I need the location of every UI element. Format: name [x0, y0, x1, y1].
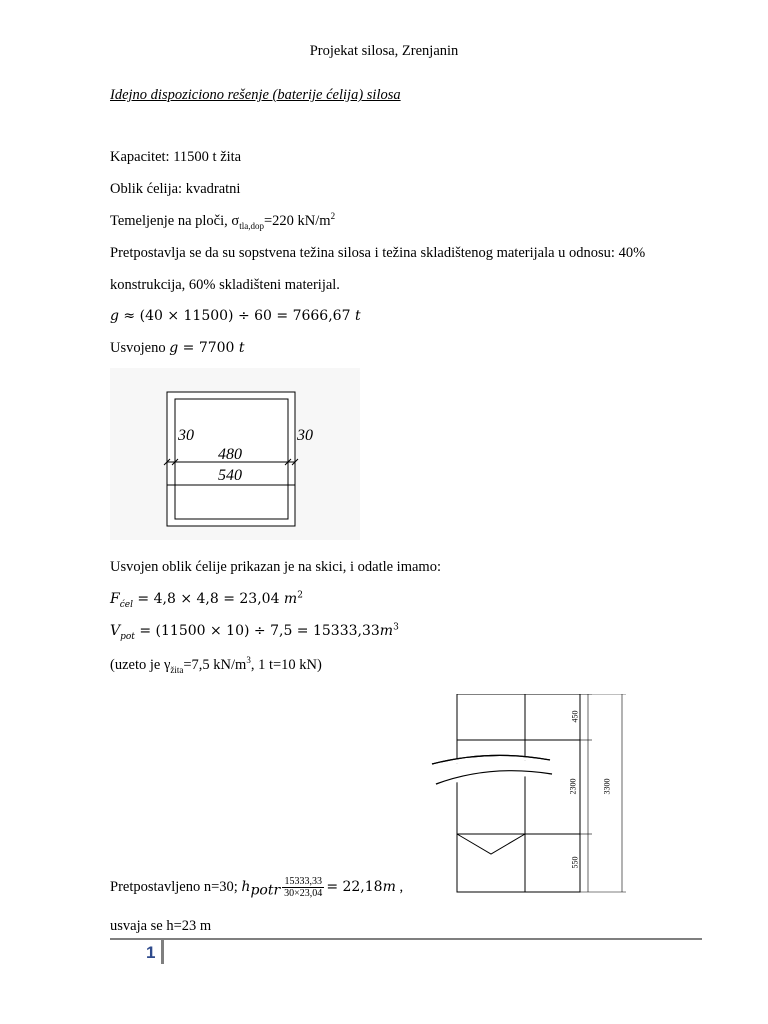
assumed-suffix: , [395, 878, 404, 895]
assumed-var: h [241, 878, 251, 895]
assumption-line-1: Pretpostavlja se da su sopstvena težina silosa i težina skladištenog materijala u odnosu: 40% [110, 245, 646, 261]
cell-sketch [110, 368, 360, 540]
sigma-subscript: tla,dop [239, 220, 264, 231]
gamma-value: =7,5 kN/m [183, 657, 247, 673]
dim-outer: 540 [218, 467, 242, 484]
equation-g-var: g [110, 308, 119, 324]
dim-left: 30 [178, 427, 194, 444]
equation-f-expr: = 4,8 × 4,8 = 23,04 [132, 591, 284, 607]
adopted-g-prefix: Usvojeno [110, 340, 170, 356]
silo-elevation-sketch [430, 694, 630, 894]
equation-g-unit: t [354, 308, 361, 324]
assumed-n-line [110, 876, 403, 899]
equation-g [110, 307, 361, 325]
equation-f-var: F [110, 591, 120, 607]
dim-top: 450 [570, 710, 580, 723]
page-number-bar [161, 940, 164, 964]
gamma-sub: žita [170, 664, 184, 675]
equation-v-var: V [110, 623, 121, 639]
dim-inner: 480 [218, 446, 242, 463]
assumed-unit: m [382, 878, 396, 895]
equation-f-unit: m [283, 591, 298, 607]
page-number: 1 [146, 943, 156, 962]
dim-middle: 2300 [568, 778, 578, 795]
adopted-g [110, 339, 245, 357]
gamma-symbol: γ [163, 657, 171, 673]
gamma-prefix: (uzeto je [110, 657, 164, 673]
foundation-value: =220 kN/m [263, 213, 331, 229]
adopted-h: usvaja se h=23 m [110, 918, 212, 934]
equation-v [110, 622, 399, 640]
assumed-result: = 22,18 [326, 878, 383, 895]
adopted-g-var: g [169, 340, 179, 356]
silo-elevation-drawing [430, 694, 630, 894]
foundation-exponent: 2 [330, 211, 336, 222]
gamma-exp: 3 [246, 655, 251, 666]
shape-text: Usvojen oblik ćelije prikazan je na skici, i odatle imamo: [110, 559, 441, 575]
sigma-symbol: σ [231, 213, 240, 229]
section-heading: Idejno dispoziciono rešenje (baterije ćelija) silosa [110, 87, 401, 103]
equation-f-exp: 2 [297, 590, 303, 601]
assumed-fraction [282, 876, 324, 899]
dim-bottom: 550 [570, 856, 580, 869]
adopted-g-unit: t [238, 340, 245, 356]
capacity-text: Kapacitet: 11500 t žita [110, 149, 242, 165]
assumed-sub: potr [250, 882, 281, 899]
gamma-note [110, 656, 322, 674]
equation-f [110, 590, 303, 608]
fraction-denominator: 30×23,04 [284, 888, 323, 899]
foundation-prefix: Temeljenje na ploči, [110, 213, 232, 229]
dim-total: 3300 [602, 778, 612, 795]
gamma-suffix: , 1 t=10 kN) [250, 657, 322, 673]
equation-v-expr: = (11500 × 10) ÷ 7,5 = 15333,33 [134, 623, 380, 639]
equation-f-sub: ćel [119, 599, 133, 610]
page-header: Projekat silosa, Zrenjanin [309, 43, 459, 59]
foundation-text [110, 212, 335, 230]
equation-v-unit: m [379, 623, 394, 639]
dim-right: 30 [297, 427, 313, 444]
equation-v-sub: pot [120, 631, 135, 642]
footer-divider [110, 938, 702, 940]
adopted-g-expr: = 7700 [178, 340, 239, 356]
equation-v-exp: 3 [393, 622, 399, 633]
assumption-line-2: konstrukcija, 60% skladišteni materijal. [110, 277, 340, 293]
assumed-prefix: Pretpostavljeno n=30; [110, 878, 242, 895]
cell-shape-text: Oblik ćelija: kvadratni [110, 181, 241, 197]
fraction-numerator: 15333,33 [282, 876, 324, 888]
equation-g-expr: ≈ (40 × 11500) ÷ 60 = 7666,67 [123, 308, 355, 324]
